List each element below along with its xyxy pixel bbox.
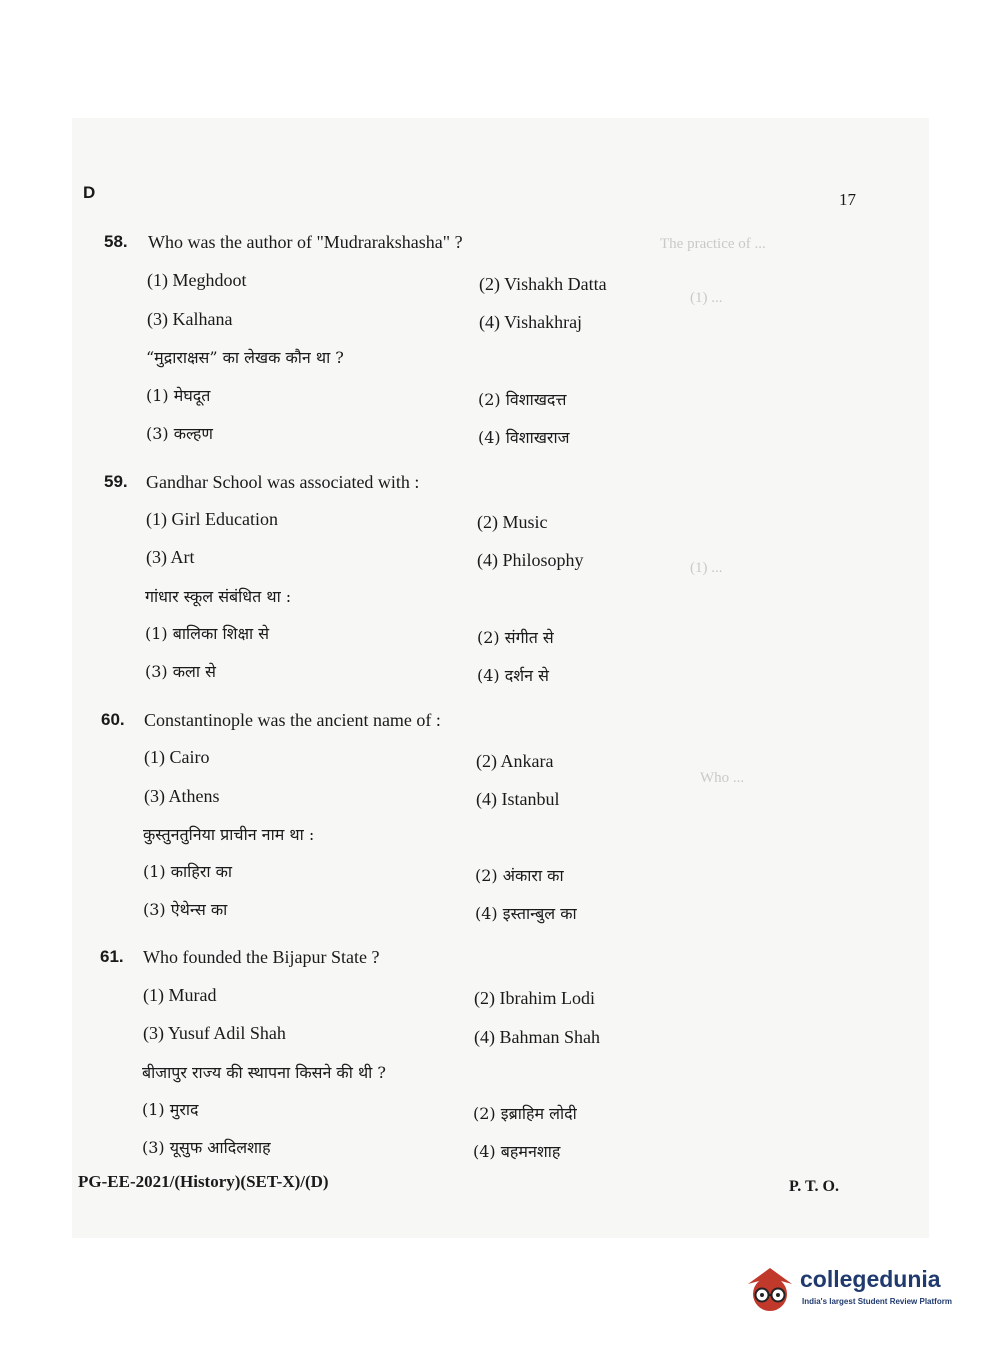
option-en: (1) Girl Education: [146, 509, 278, 529]
option-en: (1) Murad: [143, 985, 217, 1005]
page-turn-note: P. T. O.: [789, 1178, 839, 1195]
option-en: (2) Ibrahim Lodi: [474, 988, 595, 1008]
question-text-hi: बीजापुर राज्य की स्थापना किसने की थी ?: [142, 1063, 386, 1082]
option-hi: (2) विशाखदत्त: [478, 390, 567, 409]
option-hi: (4) विशाखराज: [478, 428, 570, 447]
question-text-hi: “मुद्राराक्षस” का लेखक कौन था ?: [146, 348, 344, 367]
question-text-hi: गांधार स्कूल संबंधित था :: [145, 587, 292, 606]
page-number: 17: [839, 190, 856, 209]
question-text-en: Who was the author of "Mudrarakshasha" ?: [148, 232, 463, 252]
brand-tagline: India's largest Student Review Platform: [802, 1297, 952, 1306]
option-hi: (3) कल्हण: [146, 424, 213, 443]
option-en: (1) Cairo: [144, 747, 210, 767]
option-hi: (1) मुराद: [142, 1100, 199, 1119]
question-text-en: Gandhar School was associated with :: [146, 472, 420, 492]
option-hi: (3) यूसुफ आदिलशाह: [142, 1138, 271, 1157]
option-en: (4) Bahman Shah: [474, 1027, 600, 1047]
option-hi: (3) कला से: [145, 662, 216, 681]
option-en: (3) Yusuf Adil Shah: [143, 1023, 286, 1043]
student-mascot-icon: [742, 1262, 796, 1316]
question-text-en: Constantinople was the ancient name of :: [144, 710, 441, 730]
option-en: (2) Music: [477, 512, 548, 532]
question-number: 59.: [104, 472, 128, 491]
option-en: (2) Vishakh Datta: [479, 274, 607, 294]
brand-name: collegedunia: [800, 1266, 941, 1292]
option-hi: (1) काहिरा का: [143, 862, 233, 881]
show-through-text: (1) ...: [690, 560, 723, 576]
option-hi: (4) इस्तान्बुल का: [475, 904, 577, 923]
option-hi: (3) ऐथेन्स का: [143, 900, 228, 919]
option-en: (4) Philosophy: [477, 550, 584, 570]
option-hi: (4) दर्शन से: [477, 666, 549, 685]
question-number: 60.: [101, 710, 125, 729]
option-en: (1) Meghdoot: [147, 270, 247, 290]
show-through-text: The practice of ...: [660, 236, 766, 252]
question-text-hi: कुस्तुनतुनिया प्राचीन नाम था :: [143, 825, 315, 844]
question-number: 58.: [104, 232, 128, 251]
option-en: (3) Kalhana: [147, 309, 233, 329]
option-en: (3) Athens: [144, 786, 220, 806]
option-hi: (1) मेघदूत: [146, 386, 211, 405]
option-hi: (2) अंकारा का: [475, 866, 564, 885]
collegedunia-logo: [742, 1262, 967, 1322]
option-hi: (1) बालिका शिक्षा से: [145, 624, 270, 643]
show-through-text: Who ...: [700, 770, 745, 786]
question-number: 61.: [100, 947, 124, 966]
question-text-en: Who founded the Bijapur State ?: [143, 947, 380, 967]
option-hi: (2) संगीत से: [477, 628, 554, 647]
option-hi: (2) इब्राहिम लोदी: [473, 1104, 577, 1123]
option-en: (4) Istanbul: [476, 789, 560, 809]
paper-code: PG-EE-2021/(History)(SET-X)/(D): [78, 1172, 329, 1191]
show-through-text: (1) ...: [690, 290, 723, 306]
option-en: (2) Ankara: [476, 751, 554, 771]
option-en: (3) Art: [146, 547, 195, 567]
option-hi: (4) बहमनशाह: [473, 1142, 561, 1161]
set-code: D: [83, 183, 96, 202]
option-en: (4) Vishakhraj: [479, 312, 583, 332]
